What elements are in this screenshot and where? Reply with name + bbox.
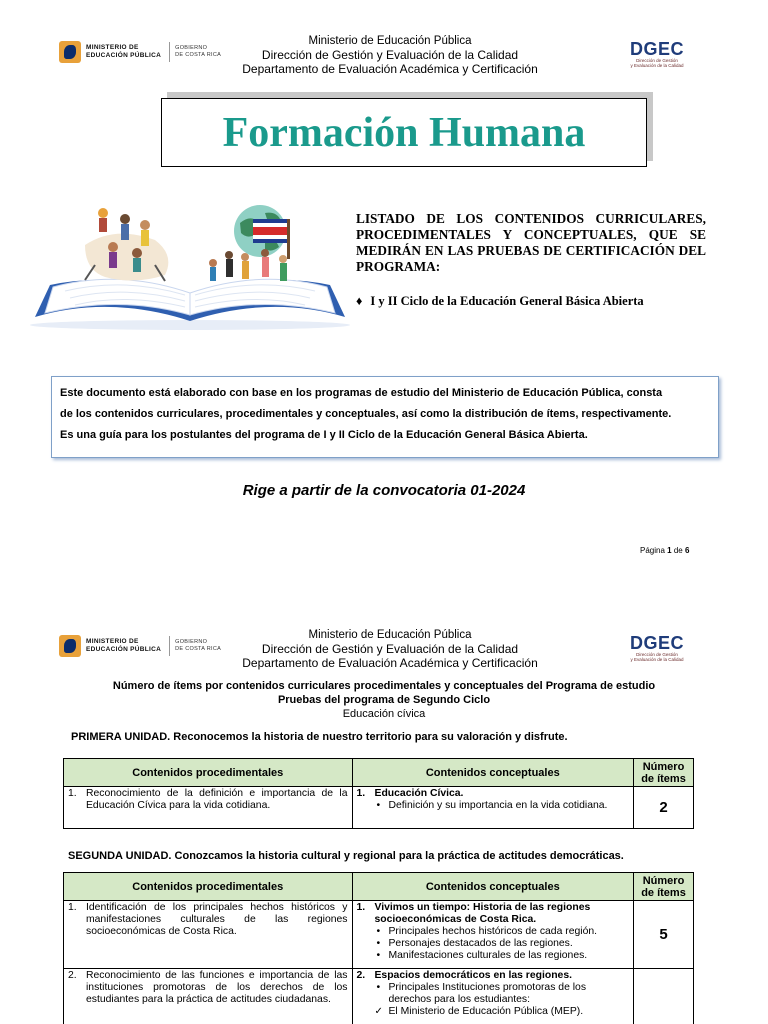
unit-2-table (63, 872, 694, 1024)
col-item-count-line2: de ítems (641, 886, 686, 899)
info-box (51, 376, 719, 458)
mep-logo-line1: MINISTERIO DE (86, 638, 139, 645)
page-of: de (673, 546, 683, 555)
conc-number: 2. (356, 970, 366, 981)
unit-1-table (63, 758, 694, 829)
conc-item: • Principales Instituciones promotoras de los derechos para los estudiantes: (375, 982, 630, 1006)
conc-check-item: ✓ El Ministerio de Educación Pública (MEP). (375, 1006, 630, 1018)
dgec-logo-text: DGEC (630, 633, 685, 653)
diamond-bullet-icon: ♦ (356, 294, 363, 308)
conc-title: Vivimos un tiempo: Historia de las regiones socioeconómicas de Costa Rica. (374, 902, 591, 925)
procedural-cell (64, 787, 353, 829)
document-title: Formación Humana (222, 109, 586, 156)
table-row (64, 969, 694, 1024)
gob-logo-line1: GOBIERNO (175, 45, 208, 51)
unit-2-title: SEGUNDA UNIDAD. Conozcamos la historia cultural y regional para la práctica de actitudes democráticas. (68, 850, 624, 862)
page-total: 6 (684, 546, 690, 555)
mep-logo-line1: MINISTERIO DE (86, 44, 139, 51)
col-item-count-line1: Número (642, 874, 685, 887)
conc-item: • Definición y su importancia en la vida cotidiana. (375, 800, 630, 812)
col-conceptual: Contenidos conceptuales (352, 759, 634, 787)
conc-item: • Principales hechos históricos de cada región. (375, 926, 630, 938)
col-item-count-line1: Número (642, 760, 685, 773)
procedural-cell (64, 901, 353, 969)
info-line-2: de los contenidos curriculares, procedimentales y conceptuales, así como la distribución de ítems, respectivamente. (60, 408, 672, 420)
program-name: I y II Ciclo de la Educación General Básica Abierta (370, 294, 644, 308)
item-count: 5 (634, 901, 694, 969)
item-count: 2 (634, 787, 694, 829)
conceptual-cell (352, 969, 634, 1024)
caption-line-3: Educación cívica (342, 708, 426, 720)
table-header-row (64, 873, 694, 901)
title-box (161, 98, 647, 167)
caption-line-1: Número de ítems por contenidos curriculares procedimentales y conceptuales del Programa de estudio (112, 680, 656, 692)
table-caption (60, 679, 708, 721)
proc-number: 1. (68, 902, 77, 913)
table-header-row (64, 759, 694, 787)
proc-text: Identificación de los principales hechos históricos y manifestaciones culturales de las regiones socioeconómicas de Costa Rica. (86, 902, 348, 937)
mep-logo-line2: EDUCACIÓN PÚBLICA (86, 646, 162, 653)
dgec-sub2: y Evaluación de la Calidad (630, 657, 684, 662)
dgec-sub1: Dirección de Gestión (636, 58, 678, 63)
col-item-count (634, 759, 694, 787)
conc-item: • Personajes destacados de las regiones. (375, 938, 630, 950)
header-direction: Dirección de Gestión y Evaluación de la Calidad (261, 48, 519, 62)
proc-text: Reconocimiento de las funciones e importancia de las instituciones promotoras de los derechos de los estudiantes para la práctica de actitudes ciudadanas. (86, 970, 348, 1005)
table-row (64, 901, 694, 969)
conc-number: 1. (356, 788, 366, 799)
conc-number: 1. (356, 902, 366, 913)
program-bullet (356, 294, 644, 309)
conceptual-cell (352, 787, 634, 829)
conceptual-cell (352, 901, 634, 969)
page-label: Página (640, 546, 665, 555)
gob-logo-line1: GOBIERNO (175, 639, 208, 645)
logo-divider (169, 42, 170, 62)
caption-line-2: Pruebas del programa de Segundo Ciclo (277, 694, 491, 706)
conc-title: Educación Cívica. (374, 788, 464, 799)
gob-logo-line2: DE COSTA RICA (175, 646, 222, 652)
logo-divider (169, 636, 170, 656)
col-item-count (634, 873, 694, 901)
info-line-1: Este documento está elaborado con base en los programas de estudio del Ministerio de Educación Pública, consta (60, 387, 663, 399)
col-item-count-line2: de ítems (641, 772, 686, 785)
proc-number: 1. (68, 788, 77, 799)
mep-emblem-icon (59, 41, 81, 63)
contents-listing-heading: LISTADO DE LOS CONTENIDOS CURRICULARES, PROCEDIMENTALES Y CONCEPTUALES, QUE SE MEDIRÁN EN LAS PRUEBAS DE CERTIFICACIÓN DEL PROGRAMA: (356, 211, 706, 274)
dgec-sub1: Dirección de Gestión (636, 652, 678, 657)
dgec-logo-text: DGEC (630, 39, 685, 59)
conc-item: • Manifestaciones culturales de las regiones. (375, 950, 630, 962)
col-procedural: Contenidos procedimentales (64, 873, 353, 901)
proc-text: Reconocimiento de la definición e importancia de la Educación Cívica para la vida cotidiana. (86, 788, 348, 811)
effective-date: Rige a partir de la convocatoria 01-2024 (242, 482, 526, 499)
header-ministry: Ministerio de Educación Pública (308, 629, 472, 641)
unit-1-title: PRIMERA UNIDAD. Reconocemos la historia de nuestro territorio para su valoración y disfrute. (71, 731, 568, 743)
page-number (640, 546, 689, 555)
page-current: 1 (667, 546, 672, 555)
page-header (180, 34, 600, 76)
col-procedural: Contenidos procedimentales (64, 759, 353, 787)
conc-title: Espacios democráticos en las regiones. (374, 970, 573, 981)
page-2 (0, 590, 768, 1024)
header-department: Departamento de Evaluación Académica y Certificación (242, 62, 538, 76)
table-row (64, 787, 694, 829)
procedural-cell (64, 969, 353, 1024)
proc-number: 2. (68, 970, 77, 981)
dgec-logo (630, 634, 684, 662)
dgec-logo (630, 40, 684, 68)
page-header (180, 628, 600, 670)
header-direction: Dirección de Gestión y Evaluación de la Calidad (261, 642, 519, 656)
header-ministry: Ministerio de Educación Pública (308, 35, 472, 47)
item-count (634, 969, 694, 1024)
mep-emblem-icon (59, 635, 81, 657)
gob-logo-line2: DE COSTA RICA (175, 52, 222, 58)
open-book-illustration (25, 195, 355, 330)
info-line-3: Es una guía para los postulantes del programa de I y II Ciclo de la Educación General Básica Abierta. (60, 429, 588, 441)
col-conceptual: Contenidos conceptuales (352, 873, 634, 901)
header-department: Departamento de Evaluación Académica y Certificación (242, 656, 538, 670)
dgec-sub2: y Evaluación de la Calidad (630, 63, 684, 68)
mep-logo-line2: EDUCACIÓN PÚBLICA (86, 52, 162, 59)
